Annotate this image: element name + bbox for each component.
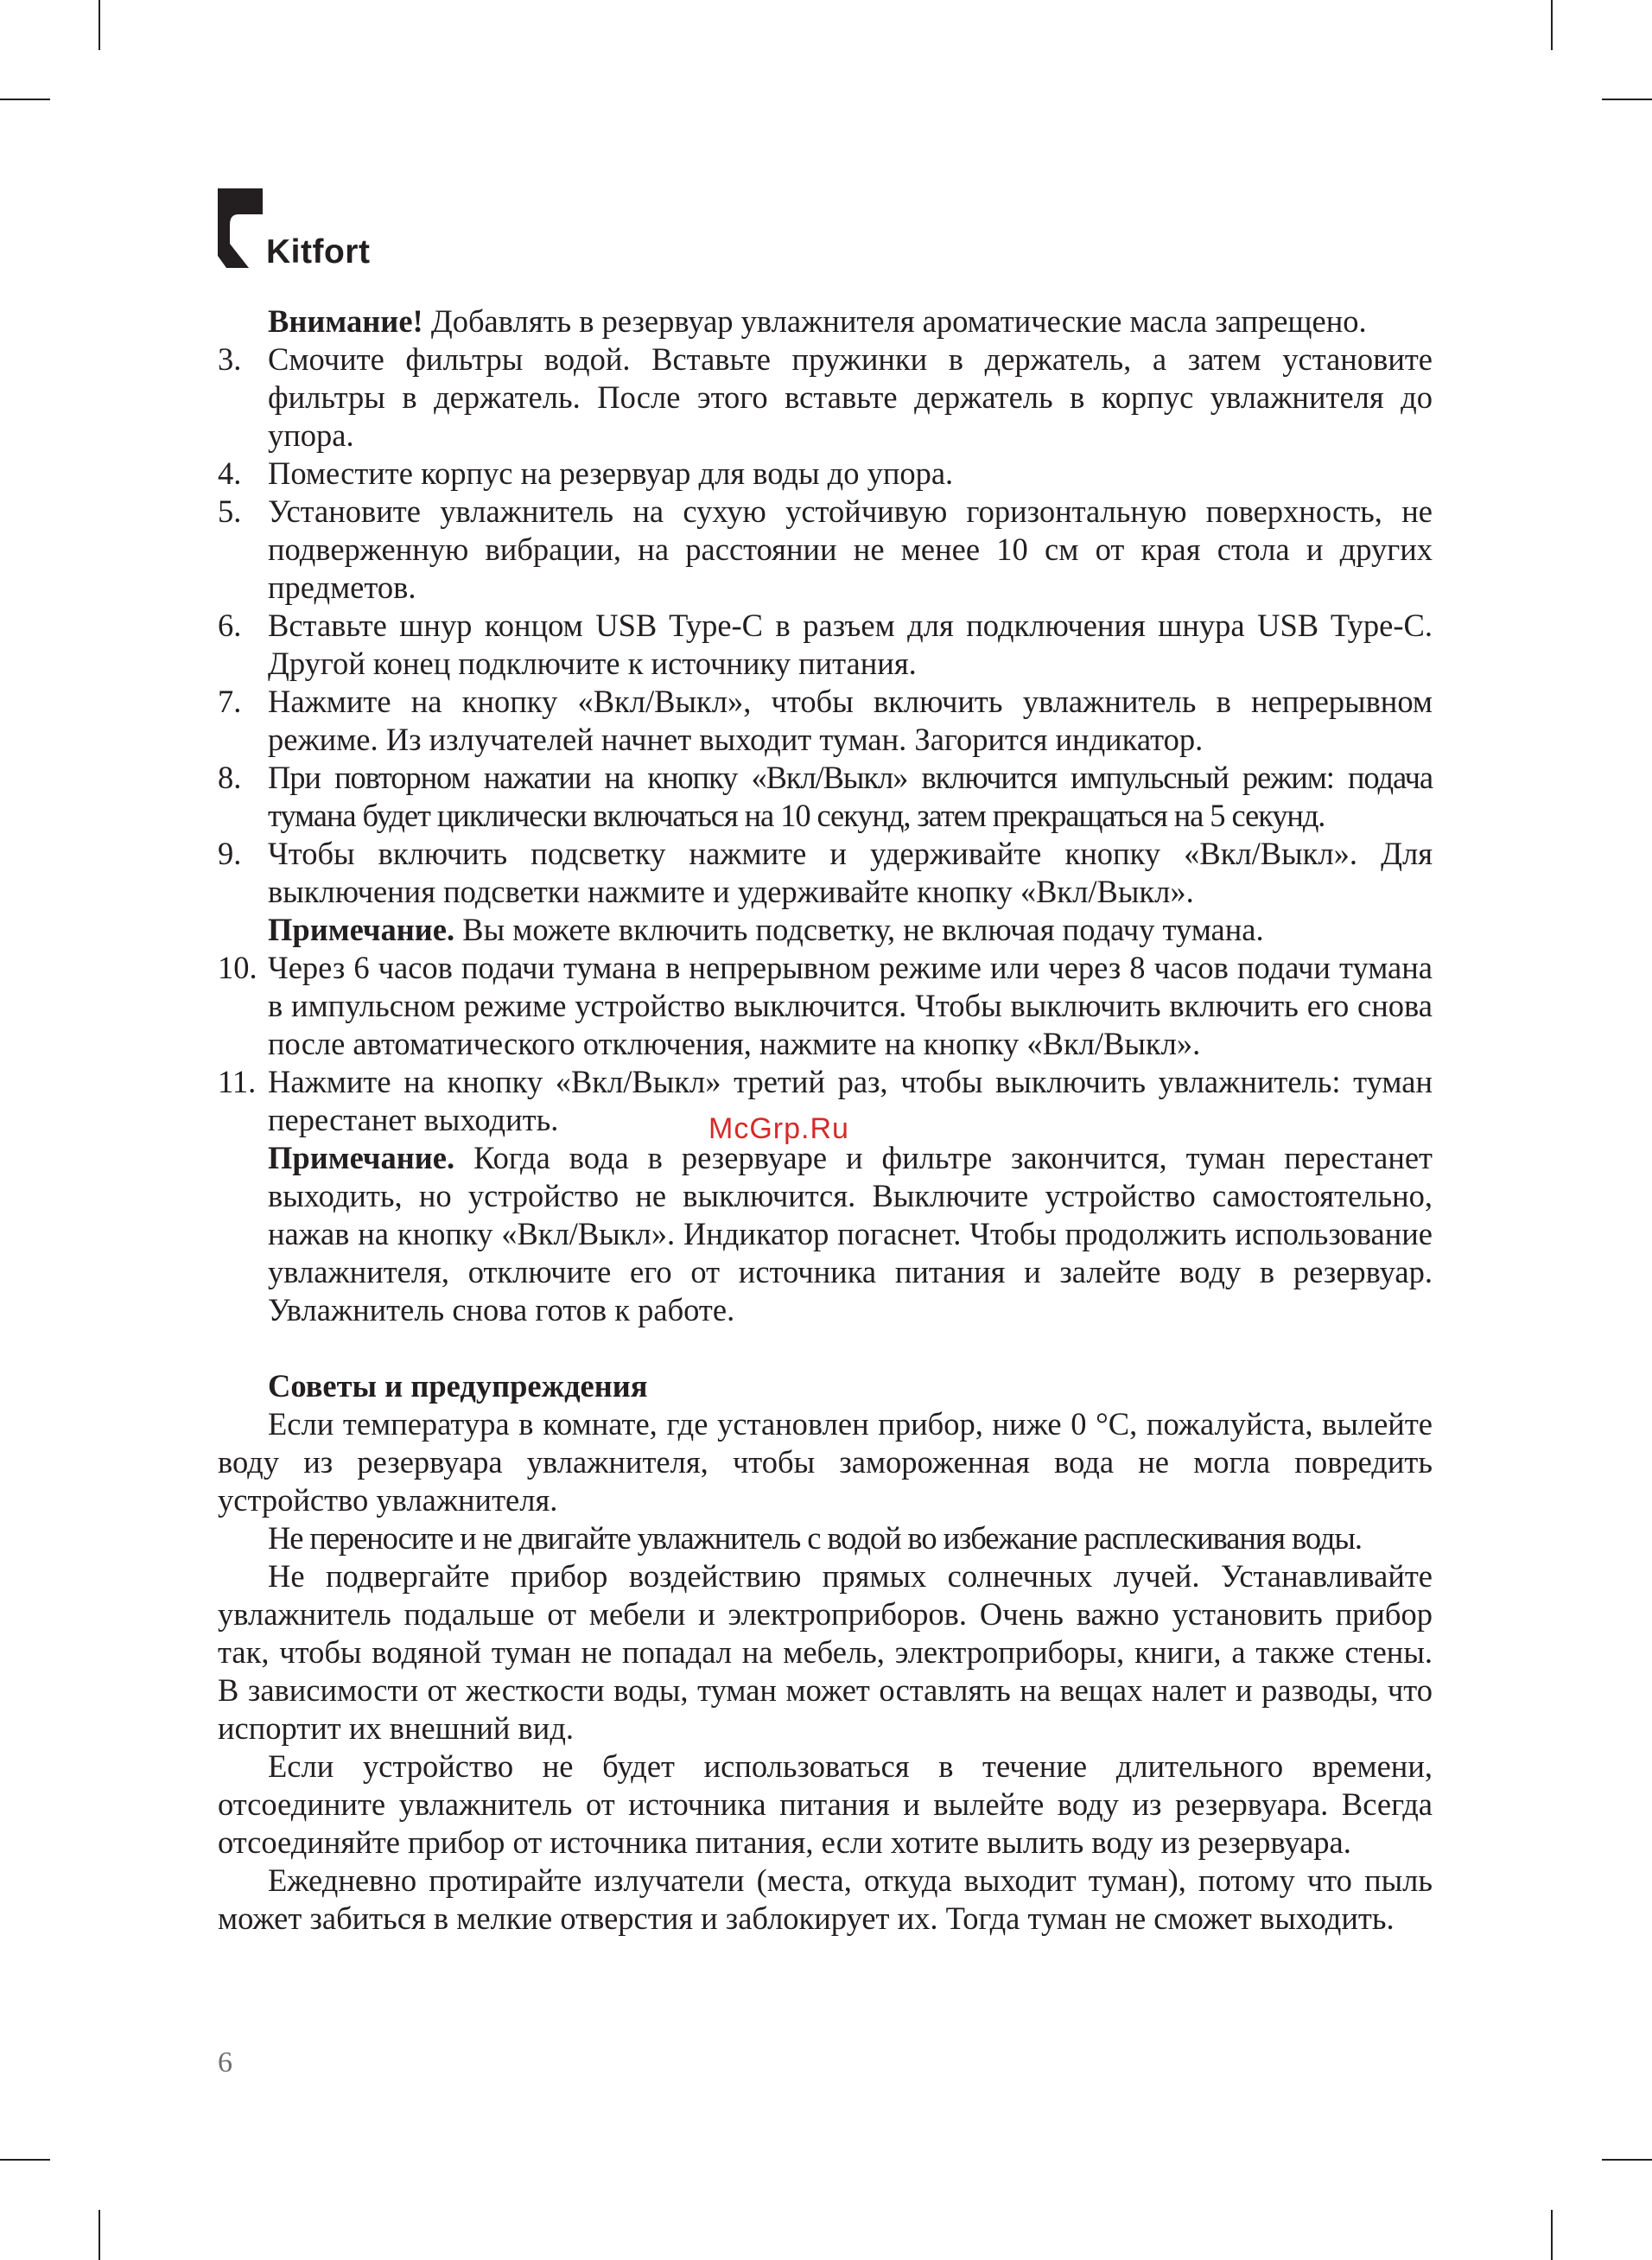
paragraph: Ежедневно протирайте излучатели (места, откуда выходит туман), потому что пыль может забиться в мелкие отверстия и заблокирует их. Тогда туман не сможет выходить.: [218, 1862, 1433, 1936]
step-number: 9.: [218, 836, 242, 871]
note-line: [218, 911, 1433, 949]
paragraph: Не подвергайте прибор воздействию прямых солнечных лучей. Устанавливайте увлажнитель подальше от мебели и электроприборов. Очень важно установить прибор так, чтобы водяной туман не попадал на мебель, электроприборы, книги, а также стены. В зависимости от жесткости воды, туман может оставлять на вещах налет и разводы, что испортит их внешний вид.: [218, 1558, 1433, 1746]
list-item: [218, 835, 1433, 911]
crop-mark: [1551, 0, 1553, 50]
step-number: 5.: [218, 493, 242, 529]
step-text: Вставьте шнур концом USB Type-C в разъем для подключения шнура USB Type-C. Другой конец подключите к источнику питания.: [268, 608, 1433, 681]
step-text: Чтобы включить подсветку нажмите и удерживайте кнопку «Вкл/Выкл». Для выключения подсветки нажмите и удерживайте кнопку «Вкл/Выкл».: [268, 836, 1433, 909]
crop-mark: [1602, 99, 1652, 100]
note-label: Примечание.: [268, 912, 455, 947]
paragraph: Если температура в комнате, где установлен прибор, ниже 0 °С, пожалуйста, вылейте воду из резервуара увлажнителя, чтобы замороженная вода не могла повредить устройство увлажнителя.: [218, 1406, 1433, 1518]
paragraph: Если устройство не будет использоваться в течение длительного времени, отсоедините увлажнитель от источника питания и вылейте воду из резервуара. Всегда отсоединяйте прибор от источника питания, если хотите вылить воду из резервуара.: [218, 1748, 1433, 1860]
note-text: Вы можете включить подсветку, не включая подачу тумана.: [454, 912, 1264, 947]
step-text: Нажмите на кнопку «Вкл/Выкл» третий раз, чтобы выключить увлажнитель: туман перестанет выходить.: [268, 1064, 1433, 1137]
list-item: [218, 341, 1433, 455]
step-text: Смочите фильтры водой. Вставьте пружинки в держатель, а затем установите фильтры в держатель. После этого вставьте держатель в корпус увлажнителя до упора.: [268, 341, 1433, 453]
step-text: Поместите корпус на резервуар для воды до упора.: [268, 455, 954, 491]
crop-mark: [98, 0, 100, 50]
warning-text: Добавлять в резервуар увлажнителя ароматические масла запрещено.: [423, 303, 1367, 339]
step-number: 10.: [218, 950, 257, 985]
list-item: [218, 455, 1433, 493]
step-number: 6.: [218, 608, 242, 643]
step-text: Нажмите на кнопку «Вкл/Выкл», чтобы включить увлажнитель в непрерывном режиме. Из излучателей начнет выходит туман. Загорится индикатор.: [268, 684, 1433, 757]
step-number: 4.: [218, 455, 242, 491]
page-number: 6: [218, 2047, 232, 2079]
list-item: [218, 683, 1433, 759]
step-number: 7.: [218, 684, 242, 719]
warning-line: [218, 302, 1433, 341]
crop-mark: [1602, 2159, 1652, 2161]
brand-logo: [218, 188, 391, 271]
note-text: Когда вода в резервуаре и фильтре закончится, туман перестанет выходить, но устройство не выключится. Выключите устройство самостоятельно, нажав на кнопку «Вкл/Выкл». Индикатор погаснет. Чтобы продолжить использование увлажнителя, отключите его от источника питания и залейте воду в резервуар. Увлажнитель снова готов к работе.: [268, 1140, 1433, 1327]
note-label: Примечание.: [268, 1140, 455, 1175]
logo-text: Kitfort: [266, 233, 371, 271]
section-heading: Советы и предупреждения: [268, 1368, 648, 1404]
crop-mark: [98, 2210, 100, 2260]
step-text: Установите увлажнитель на сухую устойчивую горизонтальную поверхность, не подверженную вибрации, на расстоянии не менее 10 см от края стола и других предметов.: [268, 493, 1433, 605]
list-item: [218, 607, 1433, 683]
list-item: [218, 949, 1433, 1063]
step-number: 11.: [218, 1064, 257, 1099]
step-number: 8.: [218, 760, 242, 795]
step-number: 3.: [218, 341, 242, 377]
step-text: Через 6 часов подачи тумана в непрерывном режиме или через 8 часов подачи тумана в импульсном режиме устройство выключится. Чтобы выключить включить его снова после автоматического отключения, нажмите на кнопку «Вкл/Выкл».: [268, 950, 1433, 1061]
list-item: [218, 493, 1433, 607]
warning-label: Внимание!: [268, 303, 423, 339]
watermark: McGrp.Ru: [708, 1112, 849, 1145]
crop-mark: [1551, 2210, 1553, 2260]
paragraph: Не переносите и не двигайте увлажнитель с водой во избежание расплескивания воды.: [268, 1520, 1362, 1556]
crop-mark: [0, 99, 50, 100]
note-block: [218, 1139, 1433, 1329]
kitfort-logo-icon: [218, 188, 263, 268]
crop-mark: [0, 2159, 50, 2161]
list-item: [218, 759, 1433, 835]
step-text: При повторном нажатии на кнопку «Вкл/Выкл» включится импульсный режим: подача тумана будет циклически включаться на 10 секунд, затем прекращаться на 5 секунд.: [268, 760, 1433, 833]
